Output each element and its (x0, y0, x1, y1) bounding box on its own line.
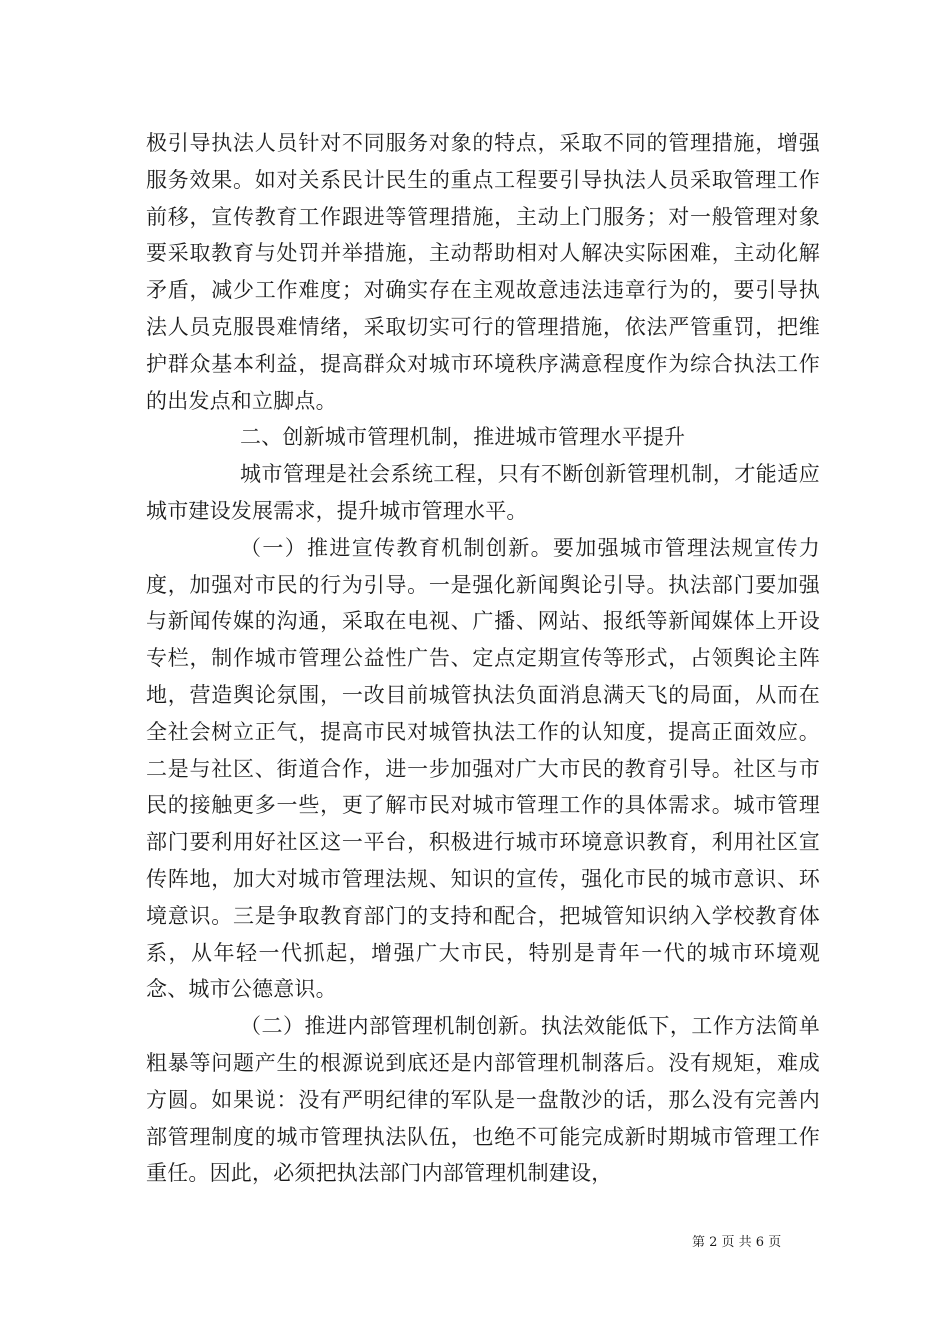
document-body (146, 125, 820, 1192)
paragraph-intro: 城市管理是社会系统工程，只有不断创新管理机制，才能适应城市建设发展需求，提升城市管理水平。 (146, 462, 820, 523)
section-heading: 二、创新城市管理机制，推进城市管理水平提升 (240, 425, 686, 450)
paragraph-internal-mechanism: （二）推进内部管理机制创新。执法效能低下，工作方法简单粗暴等问题产生的根源说到底还是内部管理机制落后。没有规矩，难成方圆。如果说：没有严明纪律的军队是一盘散沙的话，那么没有完善内部管理制度的城市管理执法队伍，也绝不可能完成新时期城市管理工作重任。因此，必须把执法部门内部管理机制建设， (146, 1014, 820, 1186)
paragraph-continued: 极引导执法人员针对不同服务对象的特点，采取不同的管理措施，增强服务效果。如对关系民计民生的重点工程要引导执法人员采取管理工作前移，宣传教育工作跟进等管理措施，主动上门服务；对一般管理对象要采取教育与处罚并举措施，主动帮助相对人解决实际困难，主动化解矛盾，减少工作难度；对确实存在主观故意违法违章行为的，要引导执法人员克服畏难情绪，采取切实可行的管理措施，依法严管重罚，把维护群众基本利益，提高群众对城市环境秩序满意程度作为综合执法工作的出发点和立脚点。 (146, 131, 820, 413)
paragraph-propaganda-mechanism: （一）推进宣传教育机制创新。要加强城市管理法规宣传力度，加强对市民的行为引导。一是强化新闻舆论引导。执法部门要加强与新闻传媒的沟通，采取在电视、广播、网站、报纸等新闻媒体上开设专栏，制作城市管理公益性广告、定点定期宣传等形式，占领舆论主阵地，营造舆论氛围，一改目前城管执法负面消息满天飞的局面，从而在全社会树立正气，提高市民对城管执法工作的认知度，提高正面效应。二是与社区、街道合作，进一步加强对广大市民的教育引导。社区与市民的接触更多一些，更了解市民对城市管理工作的具体需求。城市管理部门要利用好社区这一平台，积极进行城市环境意识教育，利用社区宣传阵地，加大对城市管理法规、知识的宣传，强化市民的城市意识、环境意识。三是争取教育部门的支持和配合，把城管知识纳入学校教育体系，从年轻一代抓起，增强广大市民，特别是青年一代的城市环境观念、城市公德意识。 (146, 535, 820, 1002)
page-number-footer: 第 2 页 共 6 页 (692, 1235, 782, 1250)
